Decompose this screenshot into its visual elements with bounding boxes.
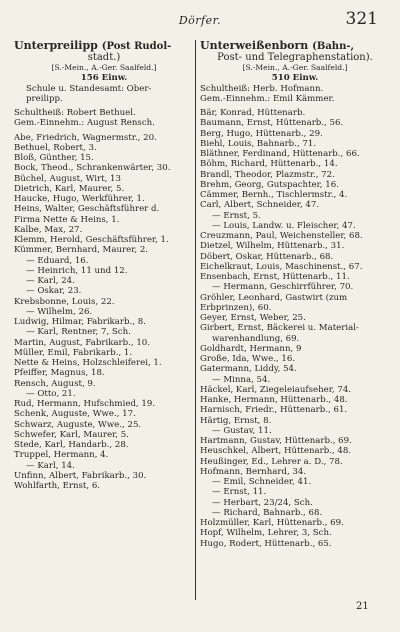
village-post-note: (Bahn-,: [312, 41, 354, 52]
resident-entry: Martin, August, Fabrikarb., 10.: [14, 337, 150, 348]
village-heading: [14, 40, 194, 52]
resident-entry: Schwarz, Auguste, Wwe., 25.: [14, 419, 142, 430]
resident-entry: Große, Ida, Wwe., 16.: [200, 354, 296, 364]
column-divider: [195, 40, 196, 600]
resident-entry: Goldhardt, Hermann, 9: [200, 343, 302, 354]
village-population: 156 Einw.: [80, 73, 128, 84]
running-header: Dörfer.: [178, 14, 222, 27]
resident-entry: — Hermann, Geschirrführer, 70.: [212, 282, 354, 293]
page-number: 321: [345, 9, 378, 29]
resident-entry: Wohlfarth, Ernst, 6.: [14, 481, 101, 491]
village-mayor: Schultheiß: Herb. Hofmann.: [200, 83, 324, 94]
resident-entry: Hartmann, Gustav, Hüttenarb., 69.: [200, 436, 352, 446]
resident-entry: Hugo, Rodert, Hüttenarb., 65.: [200, 538, 332, 549]
resident-entry: Nette & Heins, Holzschleiferei, 1.: [14, 358, 162, 368]
village-clerk: Gem.-Einnehm.: August Rensch.: [14, 118, 155, 129]
resident-entry: Girbert, Ernst, Bäckerei u. Material-: [200, 323, 359, 334]
resident-entry: Dietrich, Karl, Maurer, 5.: [14, 183, 125, 194]
column-right: [200, 40, 390, 549]
resident-entry: Erbprinzen), 60.: [200, 302, 272, 313]
village-post-note-cont: Post- und Telegraphenstation).: [217, 52, 373, 63]
village-school: Schule u. Standesamt: Ober-: [26, 83, 152, 94]
village-admin: [S.-Mein., A.-Ger. Saalfeld.]: [51, 63, 157, 72]
resident-entry: Brehm, Georg, Gutspachter, 16.: [200, 179, 339, 190]
resident-entry: Döbert, Oskar, Hüttenarb., 68.: [200, 251, 334, 262]
resident-entry: Abe, Friedrich, Wagnermstr., 20.: [14, 132, 157, 143]
village-heading: [200, 40, 390, 52]
resident-entry: Härtig, Ernst, 8.: [200, 415, 272, 426]
resident-entry: — Oskar, 23.: [26, 286, 82, 297]
resident-entry: — Ernst, 5.: [212, 210, 261, 221]
resident-entry: Geyer, Ernst, Weber, 25.: [200, 313, 306, 323]
resident-entry: Heußinger, Ed., Lehrer a. D., 78.: [200, 456, 343, 467]
resident-entry: Bock, Theod., Schrankenwärter, 30.: [14, 163, 171, 174]
resident-entry: Rud, Hermann, Hufschmied, 19.: [14, 399, 156, 409]
village-mayor: Schultheiß: Robert Bethuel.: [14, 108, 136, 118]
resident-entry: — Otto, 21.: [26, 388, 76, 399]
resident-entry: Pfeiffer, Magnus, 18.: [14, 368, 105, 379]
resident-entry: — Emil, Schneider, 41.: [212, 477, 312, 487]
resident-entry: Berg, Hugo, Hüttenarb., 29.: [200, 128, 323, 139]
sheet-signature: 21: [356, 601, 369, 612]
resident-entry: Dietzel, Wilhelm, Hüttenarb., 31.: [200, 241, 345, 252]
resident-entry: Rensch, August, 9.: [14, 378, 96, 389]
resident-entry: Kümmer, Bernhard, Maurer, 2.: [14, 245, 149, 256]
column-left: [14, 40, 194, 491]
resident-entry: Hofmann, Bernhard, 34.: [200, 466, 307, 477]
resident-entry: — Richard, Bahnarb., 68.: [212, 507, 323, 518]
resident-entry: Ensenbach, Ernst, Hüttenarb., 11.: [200, 272, 350, 282]
resident-entry: Cämmer, Bernh., Tischlermstr., 4.: [200, 190, 348, 200]
resident-entry: — Gustav, 11.: [212, 425, 272, 436]
resident-entry: Klemm, Herold, Geschäftsführer, 1.: [14, 235, 169, 245]
resident-entry: — Louis, Landw. u. Fleischer, 47.: [212, 220, 356, 231]
resident-entry: Bär, Konrad, Hüttenarb.: [200, 108, 306, 118]
resident-list: [200, 108, 390, 549]
resident-entry: — Heinrich, 11 und 12.: [26, 265, 128, 276]
resident-entry: Eichelkraut, Louis, Maschinenst., 67.: [200, 261, 363, 272]
resident-entry: Kalbe, Max, 27.: [14, 224, 83, 235]
resident-entry: Bläthner, Ferdinand, Hüttenarb., 66.: [200, 149, 360, 159]
resident-entry: Firma Nette & Heins, 1.: [14, 214, 120, 225]
resident-entry: Häckel, Karl, Ziegeleiaufseher, 74.: [200, 384, 352, 395]
resident-entry: Gröhler, Leonhard, Gastwirt (zum: [200, 292, 348, 303]
village-post-note-cont: stadt.): [87, 52, 121, 63]
resident-entry: — Wilhelm, 26.: [26, 306, 93, 317]
resident-entry: Büchel, August, Wirt, 13: [14, 173, 121, 184]
resident-entry: Krebsbonne, Louis, 22.: [14, 296, 115, 307]
resident-entry: Müller, Emil, Fabrikarb., 1.: [14, 347, 133, 358]
resident-entry: Baumann, Ernst, Hüttenarb., 56.: [200, 118, 344, 129]
resident-entry: — Minna, 54.: [212, 374, 271, 385]
resident-entry: Ludwig, Hilmar, Fabrikarb., 8.: [14, 317, 146, 327]
resident-entry: — Karl, 14.: [26, 460, 75, 471]
resident-entry: — Karl, Rentner, 7, Sch.: [26, 327, 131, 338]
resident-entry: — Eduard, 16.: [26, 255, 89, 266]
resident-entry: — Ernst, 11.: [212, 487, 267, 498]
village-name: Unterpreilipp: [14, 40, 98, 52]
resident-entry: Creuzmann, Paul, Weichensteller, 68.: [200, 231, 363, 241]
resident-entry: Harnisch, Friedr., Hüttenarb., 61.: [200, 405, 348, 416]
resident-entry: Bloß, Günther, 15.: [14, 153, 94, 163]
resident-entry: Schwefer, Karl, Maurer, 5.: [14, 429, 129, 440]
resident-list: [14, 133, 194, 492]
resident-entry: Biehl, Louis, Bahnarb., 71.: [200, 138, 317, 149]
resident-entry: Holzmüller, Karl, Hüttenarb., 69.: [200, 518, 344, 528]
village-school-cont: preilipp.: [26, 93, 63, 104]
resident-entry: Hanke, Hermann, Hüttenarb., 48.: [200, 395, 348, 405]
village-post-note: (Post Rudol-: [101, 41, 172, 52]
resident-entry: Carl, Albert, Schneider, 47.: [200, 200, 320, 211]
village-population: 510 Einw.: [271, 73, 319, 84]
village-admin: [S.-Mein., A.-Ger. Saalfeld.]: [242, 63, 348, 72]
resident-entry: Brandl, Theodor, Plazmstr., 72.: [200, 169, 335, 180]
resident-entry: Böhm, Richard, Hüttenarb., 14.: [200, 159, 338, 170]
resident-entry: Hopf, Wilhelm, Lehrer, 3, Sch.: [200, 528, 332, 539]
resident-entry: Heins, Walter, Geschäftsführer d.: [14, 204, 160, 215]
resident-entry: — Karl, 24.: [26, 276, 75, 286]
village-clerk: Gem.-Einnehm.: Emil Kämmer.: [200, 93, 335, 104]
resident-entry: warenhandlung, 69.: [212, 333, 300, 344]
resident-entry: Stede, Karl, Handarb., 28.: [14, 440, 129, 450]
resident-entry: Bethuel, Robert, 3.: [14, 142, 97, 153]
resident-entry: — Herbart, 23/24, Sch.: [212, 497, 313, 508]
resident-entry: Gatermann, Liddy, 54.: [200, 364, 297, 375]
village-name: Unterweißenborn: [200, 40, 309, 52]
resident-entry: Truppel, Hermann, 4.: [14, 450, 109, 461]
resident-entry: Heuschkel, Albert, Hüttenarb., 48.: [200, 446, 352, 457]
resident-entry: Schenk, Auguste, Wwe., 17.: [14, 409, 136, 420]
resident-entry: Unfinn, Albert, Fabrikarb., 30.: [14, 470, 147, 481]
resident-entry: Haucke, Hugo, Werkführer, 1.: [14, 194, 145, 204]
